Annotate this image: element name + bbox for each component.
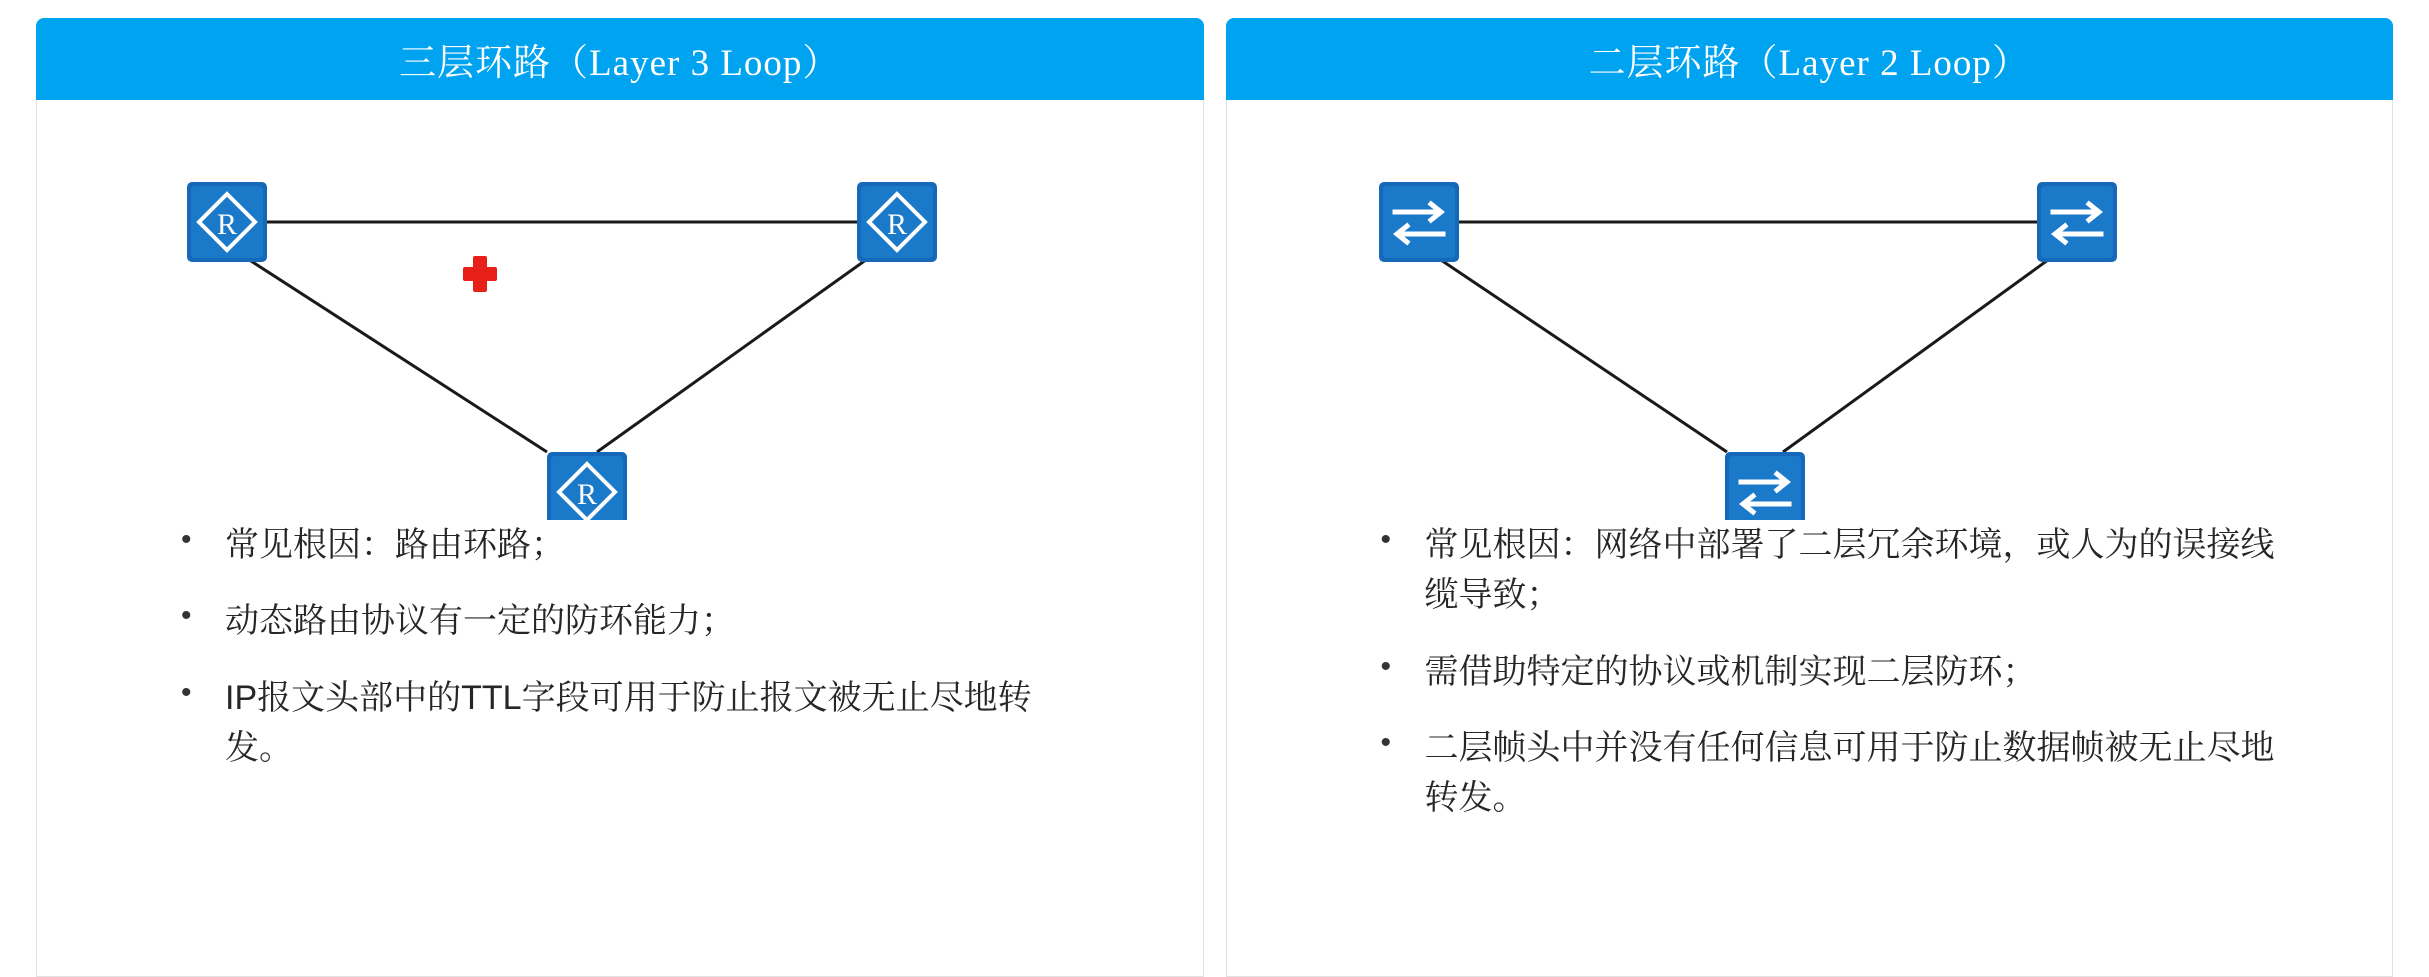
list-item: • 二层帧头中并没有任何信息可用于防止数据帧被无止尽地转发。	[1367, 723, 2283, 824]
panel-layer2-loop	[1226, 18, 2394, 977]
panel-layer2-body	[1226, 100, 2394, 977]
router-bottom	[547, 452, 627, 520]
link-right	[597, 252, 877, 452]
panel-layer3-body	[36, 100, 1204, 977]
list-item: • 动态路由协议有一定的防环能力；	[167, 596, 1083, 646]
link-left	[1429, 252, 1727, 452]
list-item: • 常见根因：网络中部署了二层冗余环境，或人为的误接线缆导致；	[1367, 520, 2283, 621]
layer2-topology-diagram	[1227, 100, 2393, 520]
list-item: • 需借助特定的协议或机制实现二层防环；	[1367, 647, 2283, 697]
topology-links	[1429, 222, 2059, 452]
router-top-right	[857, 182, 937, 262]
layer2-bullet-list	[1227, 520, 2393, 824]
layer3-bullet-list	[37, 520, 1203, 773]
link-left	[237, 252, 547, 452]
topology-links	[237, 222, 877, 452]
link-right	[1783, 252, 2059, 452]
list-item: • IP报文头部中的TTL字段可用于防止报文被无止尽地转发。	[167, 673, 1083, 774]
router-top-left	[187, 182, 267, 262]
svg-text:R: R	[886, 208, 908, 241]
switch-bottom	[1725, 452, 1805, 520]
layer3-topology-diagram	[37, 100, 1203, 520]
svg-text:R: R	[216, 208, 238, 241]
panel-layer3-title: 三层环路（Layer 3 Loop）	[36, 18, 1204, 100]
svg-text:R: R	[576, 478, 598, 511]
switch-top-left	[1379, 182, 1459, 262]
red-cross-marker-icon	[463, 256, 497, 292]
switch-top-right	[2037, 182, 2117, 262]
panel-layer3-loop	[36, 18, 1204, 977]
panel-layer2-title: 二层环路（Layer 2 Loop）	[1226, 18, 2394, 100]
list-item: • 常见根因：路由环路；	[167, 520, 1083, 570]
